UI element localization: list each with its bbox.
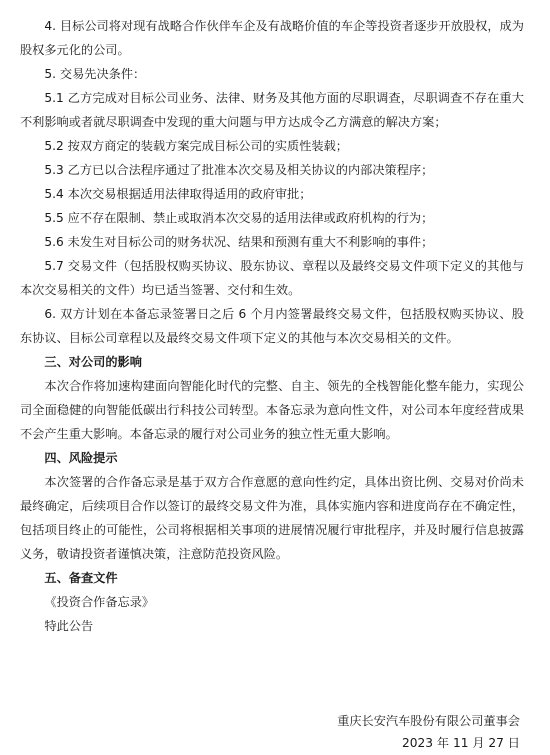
section-3-title: 三、对公司的影响 bbox=[44, 355, 142, 369]
closing-statement: 特此公告 bbox=[44, 619, 94, 633]
clause-5-7: 5.7 交易文件（包括股权购买协议、股东协议、章程以及最终交易文件项下定义的其他与本次交易相关的文件）均已适当签署、交付和生效。 bbox=[20, 259, 524, 297]
section-5-title: 五、备查文件 bbox=[44, 571, 118, 585]
reference-document: 《投资合作备忘录》 bbox=[44, 595, 155, 609]
signature-date: 2023 年 11 月 27 日 bbox=[402, 736, 520, 750]
section-3-body: 本次合作将加速构建面向智能化时代的完整、自主、领先的全栈智能化整车能力，实现公司全面稳健的向智能低碳出行科技公司转型。本备忘录为意向性文件，对公司本年度经营成果不会产生重大影响。本备忘录的履行对公司业务的独立性无重大影响。 bbox=[20, 379, 524, 441]
clause-4: 4. 目标公司将对现有战略合作伙伴车企及有战略价值的车企等投资者逐步开放股权，成为股权多元化的公司。 bbox=[20, 19, 524, 57]
clause-5-2: 5.2 按双方商定的装载方案完成目标公司的实质性装载； bbox=[44, 139, 348, 153]
clause-5-3: 5.3 乙方已以合法程序通过了批准本次交易及相关协议的内部决策程序； bbox=[44, 163, 434, 177]
clause-5-6: 5.6 未发生对目标公司的财务状况、结果和预测有重大不利影响的事件； bbox=[44, 235, 434, 249]
section-4-body: 本次签署的合作备忘录是基于双方合作意愿的意向性约定，具体出资比例、交易对价尚未最终确定，后续项目合作以签订的最终交易文件为准，具体实施内容和进度尚存在不确定性，包括项目终止的可能性，公司将根据相关事项的进展情况履行审批程序，并及时履行信息披露义务，敬请投资者谨慎决策，注意防范投资风险。 bbox=[20, 475, 524, 561]
clause-5-heading: 5. 交易先决条件： bbox=[44, 67, 146, 81]
section-4-title: 四、风险提示 bbox=[44, 451, 118, 465]
clause-5-4: 5.4 本次交易根据适用法律取得适用的政府审批； bbox=[44, 187, 312, 201]
clause-5-5: 5.5 应不存在限制、禁止或取消本次交易的适用法律或政府机构的行为； bbox=[44, 211, 434, 225]
clause-6: 6. 双方计划在本备忘录签署日之后 6 个月内签署最终交易文件，包括股权购买协议、股东协议、目标公司章程以及最终交易文件项下定义的其他与本次交易相关的文件。 bbox=[20, 307, 524, 345]
signature-company: 重庆长安汽车股份有限公司董事会 bbox=[337, 714, 520, 728]
clause-5-1: 5.1 乙方完成对目标公司业务、法律、财务及其他方面的尽职调查，尽职调查不存在重大不利影响或者就尽职调查中发现的重大问题与甲方达成令乙方满意的解决方案； bbox=[20, 91, 524, 129]
